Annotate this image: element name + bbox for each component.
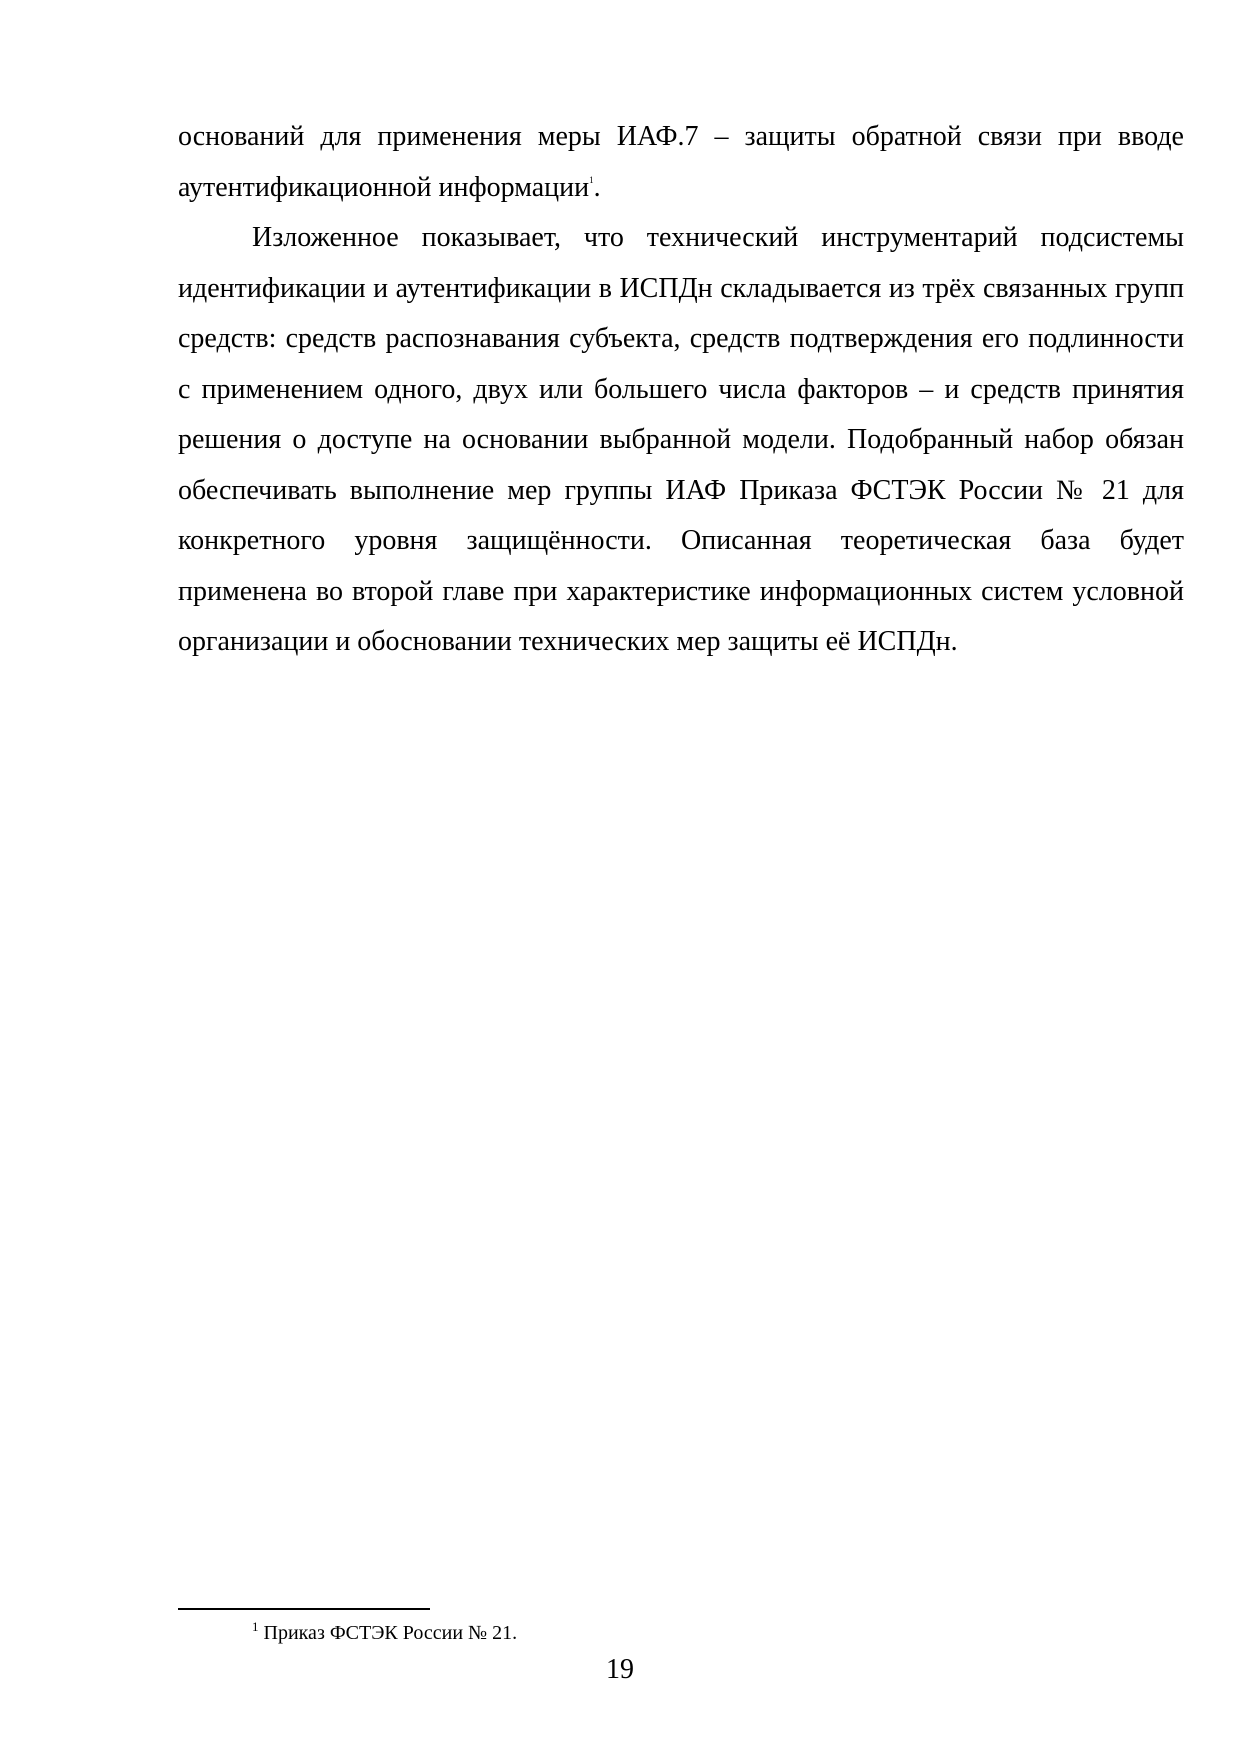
paragraph-trailing-punctuation: . [593,171,601,203]
footnote-reference[interactable]: 1 [589,174,594,185]
footnote-number: 1 [252,1619,259,1634]
footnote [252,1620,1152,1646]
body-text [178,112,1184,668]
page-number: 19 [606,1654,634,1685]
paragraph-text: Изложенное показывает, что технический инструментарий подсистемы идентификации и аутентификации в ИСПДн складывается из трёх связанных групп средств: средств распознавания субъекта, средств подтверждения его подлинности с применением одного, двух или большего числа факторов – и средств принятия решения о доступе на основании выбранной модели. Подобранный набор обязан обеспечивать выполнение мер группы ИАФ Приказа ФСТЭК России № 21 для конкретного уровня защищённости. Описанная теоретическая база будет применена во второй главе при характеристике информационных систем условной организации и обосновании технических мер защиты её ИСПДн. [178,222,1184,657]
paragraph-text: оснований для применения меры ИАФ.7 – защиты обратной связи при вводе аутентификационной информации [178,121,1184,203]
footnote-separator [178,1608,430,1610]
paragraph-conclusion [178,213,1184,668]
footnote-text: Приказ ФСТЭК России № 21. [258,1622,518,1644]
paragraph-continuation [178,112,1184,213]
